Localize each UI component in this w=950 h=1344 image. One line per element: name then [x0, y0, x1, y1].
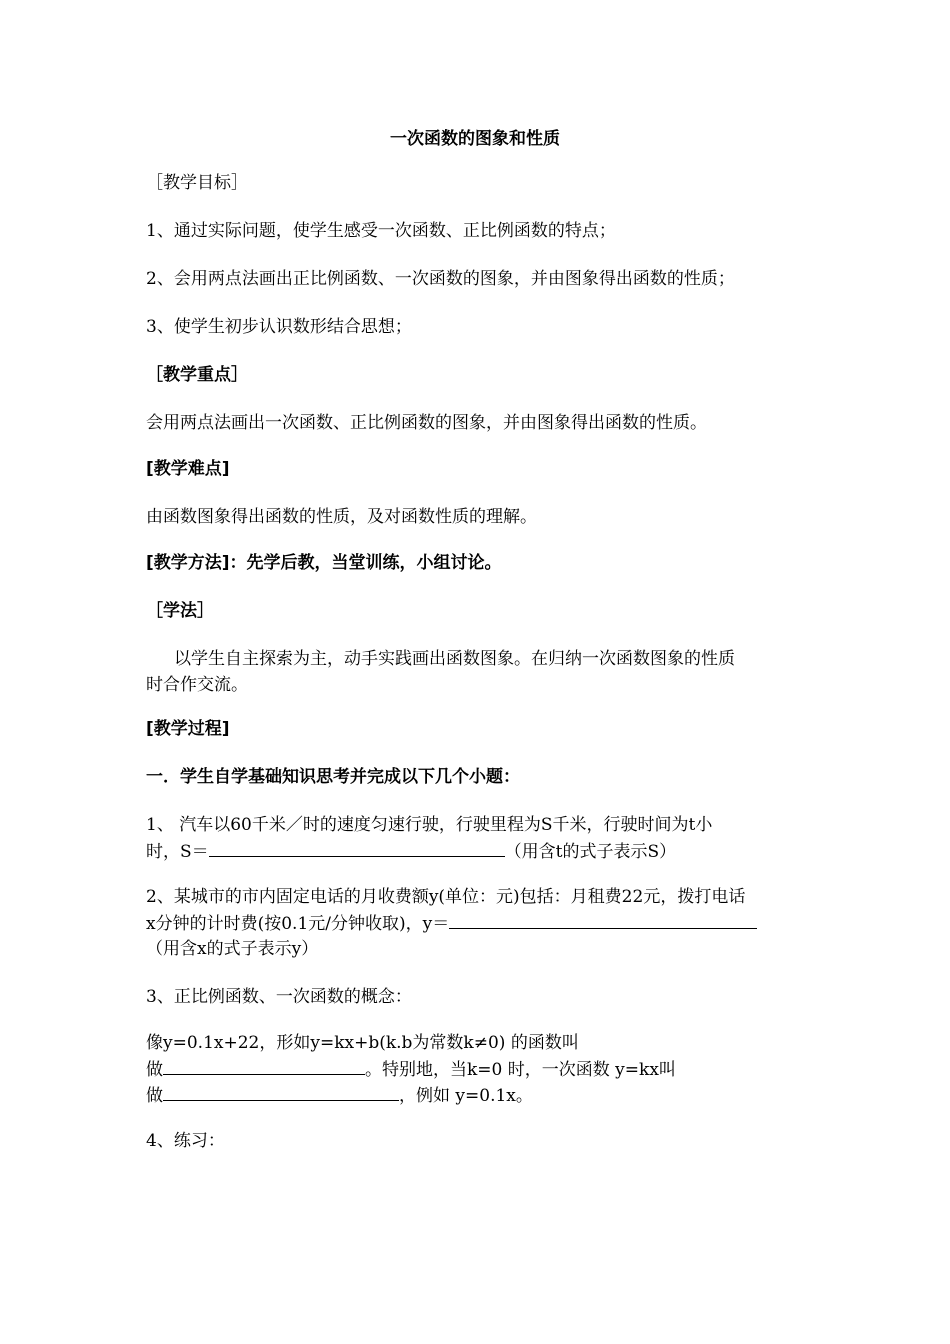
process-heading: [教学过程] — [146, 719, 230, 739]
document-title: 一次函数的图象和性质 — [390, 129, 560, 149]
question-2-line-3: （用含x的式子表示y） — [146, 939, 319, 959]
key-points-heading: ［教学重点］ — [146, 365, 248, 385]
question-2-line-1: 2、某城市的市内固定电话的月收费额y(单位：元)包括：月租费22元，拨打电话 — [146, 887, 746, 907]
answer-blank-3[interactable] — [163, 1056, 365, 1075]
study-line-1: 以学生自主探索为主，动手实践画出函数图象。在归纳一次函数图象的性质 — [174, 649, 735, 669]
question-3-heading: 3、正比例函数、一次函数的概念： — [146, 987, 412, 1007]
question-3-line-2-prefix: 做 — [146, 1060, 163, 1080]
study-heading: ［学法］ — [146, 601, 214, 621]
study-line-2: 时合作交流。 — [146, 675, 248, 695]
goal-item-1: 1、通过实际问题，使学生感受一次函数、正比例函数的特点； — [146, 221, 616, 241]
answer-blank-2[interactable] — [449, 910, 757, 929]
question-3-line-3-suffix: ，例如 y=0.1x。 — [399, 1086, 533, 1106]
question-3-line-2 — [146, 1056, 676, 1083]
goal-item-2: 2、会用两点法画出正比例函数、一次函数的图象，并由图象得出函数的性质； — [146, 269, 735, 289]
section-1-heading: 一．学生自学基础知识思考并完成以下几个小题： — [146, 767, 520, 787]
goal-item-3: 3、使学生初步认识数形结合思想； — [146, 317, 412, 337]
question-3-line-3 — [146, 1082, 533, 1109]
goals-heading: ［教学目标］ — [146, 173, 248, 193]
teaching-method: [教学方法]：先学后教，当堂训练，小组讨论。 — [146, 553, 502, 573]
question-3-line-2-suffix: 。特别地，当k=0 时，一次函数 y=kx叫 — [365, 1060, 676, 1080]
question-4: 4、练习： — [146, 1131, 225, 1151]
difficulties-heading: [教学难点] — [146, 459, 230, 479]
question-1-line-1: 1、 汽车以60千米／时的速度匀速行驶，行驶里程为S千米，行驶时间为t小 — [146, 815, 713, 835]
answer-blank-4[interactable] — [163, 1082, 399, 1101]
question-3-line-1: 像y=0.1x+22，形如y=kx+b(k.b为常数k≠0) 的函数叫 — [146, 1033, 579, 1053]
question-2-line-2 — [146, 910, 757, 937]
difficulties-text: 由函数图象得出函数的性质，及对函数性质的理解。 — [146, 507, 537, 527]
question-2-prefix: x分钟的计时费(按0.1元/分钟收取)，y＝ — [146, 914, 450, 934]
answer-blank-1[interactable] — [209, 838, 505, 857]
question-1-line-2 — [146, 838, 676, 865]
question-1-prefix: 时，S＝ — [146, 842, 209, 862]
key-points-text: 会用两点法画出一次函数、正比例函数的图象，并由图象得出函数的性质。 — [146, 413, 707, 433]
question-3-line-3-prefix: 做 — [146, 1086, 163, 1106]
question-1-suffix: （用含t的式子表示S） — [504, 842, 677, 862]
